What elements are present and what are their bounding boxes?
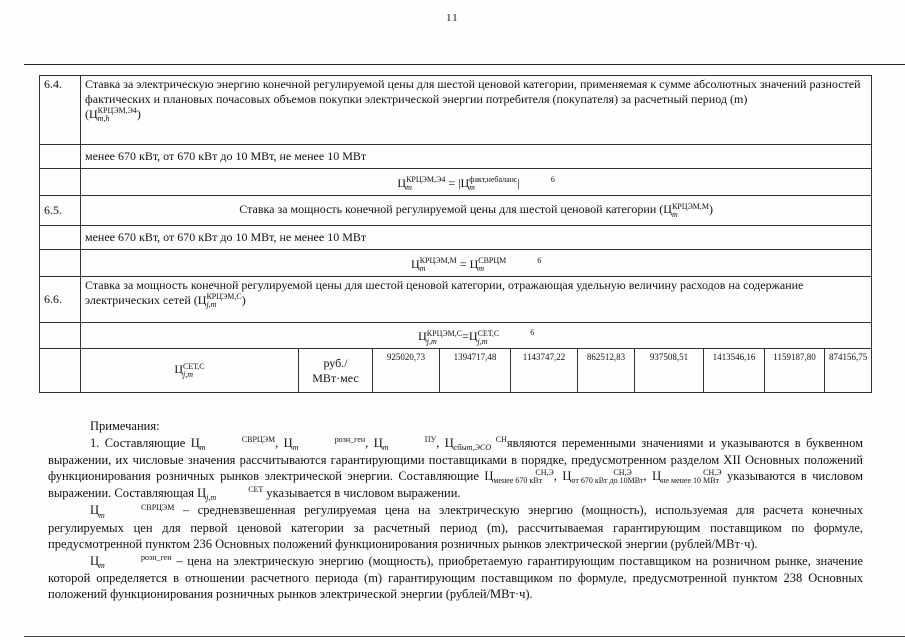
bottom-rule [24, 636, 905, 637]
rate-symbol: ЦСЕТ,С j,m [81, 349, 299, 393]
page-number: 11 [446, 12, 459, 24]
power-range: менее 670 кВт, от 670 кВт до 10 МВт, не менее 10 МВт [81, 226, 872, 250]
row-6-4-formula [40, 169, 872, 196]
row-6-6-title [40, 277, 872, 323]
row-title: Ставка за мощность конечной регулируемой цены для шестой ценовой категории (ЦКРЦЭМ,М m ) [81, 196, 872, 226]
note-paragraph-3: Ц розн_ген m – цена на электрическую энергию (мощность), приобретаемую гарантирующим поставщиком на розничном рынке, значение которой определяется в отношении расчетного периода (m) гарантирующим поставщиком по формуле, предусмотренной пунктом 238 Основных положений функционирования розничных рынков электрической энергии (рублей/МВт·ч). [48, 552, 863, 602]
notes-section [48, 418, 863, 603]
formula: ЦКРЦЭМ,Э4 m = |Цфакт,небаланс m | $^6$ [81, 169, 872, 196]
note-paragraph-2: Ц СВРЦЭМ m – средневзвешенная регулируемая цена на электрическую энергию (мощность), используемая для расчета конечных регулируемых цен для первой ценовой категории за расчетный период (m), рассчитываемая гарантирующим поставщиком по формуле, предусмотренной пунктом 236 Основных положений функционирования розничных рынков электрической энергии (рублей/МВт·ч). [48, 502, 863, 551]
value-cell: 1159187,80 [765, 349, 825, 393]
unit-cell: руб./ МВт·мес [299, 349, 373, 393]
value-cell: 937508,51 [635, 349, 704, 393]
footnote-ref: 6 [530, 328, 535, 338]
row-6-4-title [40, 76, 872, 145]
value-cell: 1394717,48 [440, 349, 511, 393]
row-number: 6.6. [40, 277, 81, 323]
footnote-ref: 6 [537, 255, 542, 265]
tariff-table [39, 75, 872, 393]
value-cell: 1143747,22 [511, 349, 578, 393]
row-title: Ставка за мощность конечной регулируемой цены для шестой ценовой категории, отражающая удельную величину расходов на содержание электрических сетей (ЦКРЦЭМ,С j,m ) [81, 277, 872, 323]
row-6-4-range [40, 145, 872, 169]
value-cell: 874156,75 [825, 349, 872, 393]
value-cell: 862512,83 [578, 349, 635, 393]
footnote-ref: 6 [550, 174, 555, 184]
top-rule [24, 64, 905, 65]
row-title: Ставка за электрическую энергию конечной регулируемой цены для шестой ценовой категории, применяемая к сумме абсолютных значений разностей фактических и плановых почасовых объемов покупки электрической энергии потребителя (покупателя) за расчетный период (m) (ЦКРЦЭМ,Э4 m,h ) [81, 76, 872, 145]
value-cell: 925020,73 [373, 349, 440, 393]
row-6-6-formula [40, 323, 872, 349]
value-cell: 1413546,16 [704, 349, 765, 393]
formula: ЦКРЦЭМ,М m = ЦСВРЦМ m $^6$ [81, 250, 872, 277]
power-range: менее 670 кВт, от 670 кВт до 10 МВт, не менее 10 МВт [81, 145, 872, 169]
notes-heading: Примечания: [90, 419, 160, 433]
formula: ЦКРЦЭМ,С j,m =ЦСЕТ,С j,m $^6$ [81, 323, 872, 349]
row-6-5-range [40, 226, 872, 250]
row-number: 6.5. [40, 196, 81, 226]
row-6-6-values [40, 349, 872, 393]
row-6-5-formula [40, 250, 872, 277]
row-number: 6.4. [40, 76, 81, 145]
note-paragraph-1: 1. Составляющие Ц СВРЦЭМ m , Ц розн_ген m , Ц ПУ m , Ц СН сбыт,ЭСО являются переменными значениями и указываются в буквенном выражении, их числовые значения рассчитываются гарантирующими поставщиками в порядке, предусмотренном разделом XII Основных положений функционирования розничных рынков электрической энергии. Составляющие Ц СН,Э менее 670 кВт , Ц СН,Э от 670 кВт до 10МВт, Ц СН,Э не менее 10 МВт указываются в числовом выражении. Составляющая Ц СЕТ j,m указывается в числовом выражении. [48, 434, 864, 503]
row-6-5-title [40, 196, 872, 226]
